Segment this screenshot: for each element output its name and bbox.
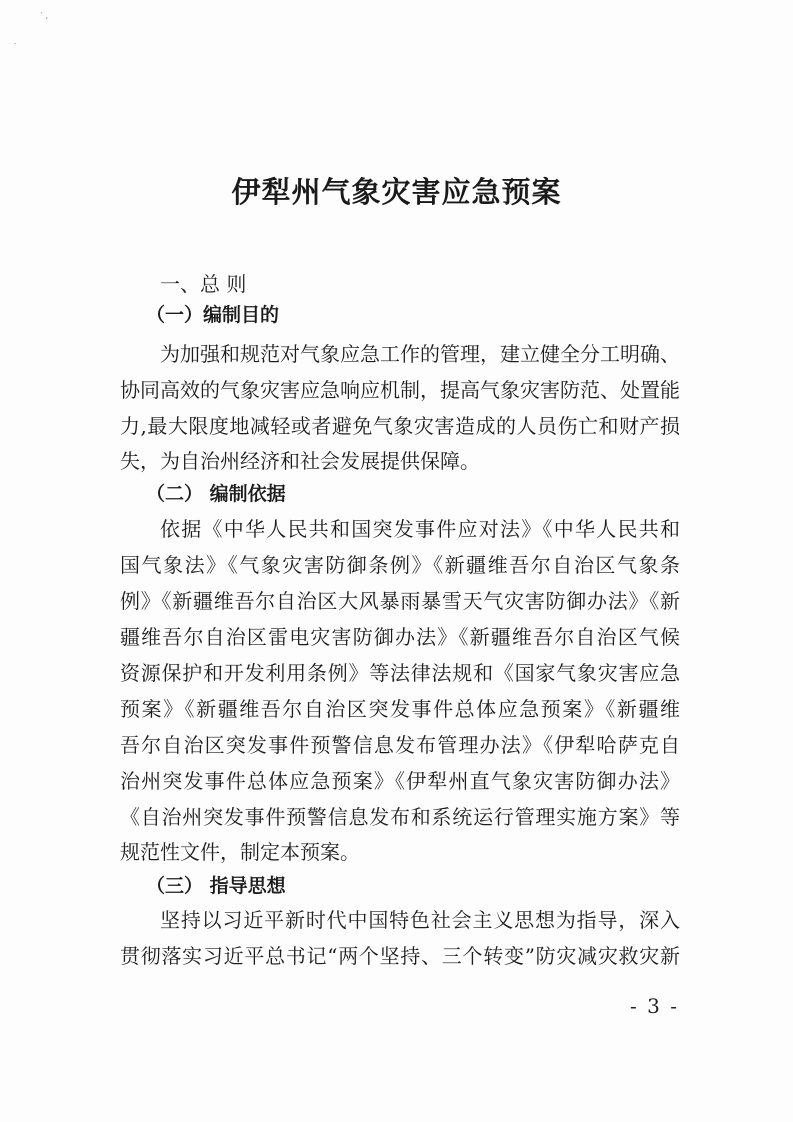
paragraph-line: 吾尔自治区突发事件预警信息发布管理办法》《伊犁哈萨克自 [120,733,680,757]
paragraph-line: 《自治州突发事件预警信息发布和系统运行管理实施方案》等 [120,805,680,829]
paragraph-line: 规范性文件，制定本预案。 [120,840,360,864]
paragraph-line: 国气象法》《气象灾害防御条例》《新疆维吾尔自治区气象条 [120,553,680,577]
paragraph-line: 贯彻落实习近平总书记“两个坚持、三个转变”防灾减灾救灾新 [120,944,680,968]
paragraph-line: 资源保护和开发利用条例》等法律法规和《国家气象灾害应急 [120,661,680,685]
paragraph-line: 力,最大限度地减轻或者避免气象灾害造成的人员伤亡和财产损 [120,414,680,438]
document-title: 伊犁州气象灾害应急预案 [231,175,562,209]
subsection-heading-basis: （二） 编制依据 [146,483,286,505]
paragraph-line: 依据《中华人民共和国突发事件应对法》《中华人民共和 [160,517,680,541]
subsection-heading-guiding-ideology: （三） 指导思想 [146,875,286,897]
paragraph-line: 疆维吾尔自治区雷电灾害防御办法》《新疆维吾尔自治区气候 [120,625,680,649]
scan-mark: ` , [40,12,48,20]
scan-mark: · [14,40,17,48]
paragraph-line: 例》《新疆维吾尔自治区大风暴雨暴雪天气灾害防御办法》《新 [120,589,680,613]
section-heading-general: 一、总 则 [160,272,247,296]
paragraph-line: 失，为自治州经济和社会发展提供保障。 [120,449,480,473]
paragraph-line: 协同高效的气象灾害应急响应机制，提高气象灾害防范、处置能 [120,378,680,402]
subsection-heading-purpose: （一）编制目的 [146,304,280,326]
paragraph-line: 为加强和规范对气象应急工作的管理，建立健全分工明确、 [160,342,680,366]
paragraph-line: 预案》《新疆维吾尔自治区突发事件总体应急预案》《新疆维 [120,697,680,721]
page-number: - 3 - [630,994,679,1018]
paragraph-line: 治州突发事件总体应急预案》《伊犁州直气象灾害防御办法》 [120,769,680,793]
paragraph-line: 坚持以习近平新时代中国特色社会主义思想为指导，深入 [160,908,680,932]
